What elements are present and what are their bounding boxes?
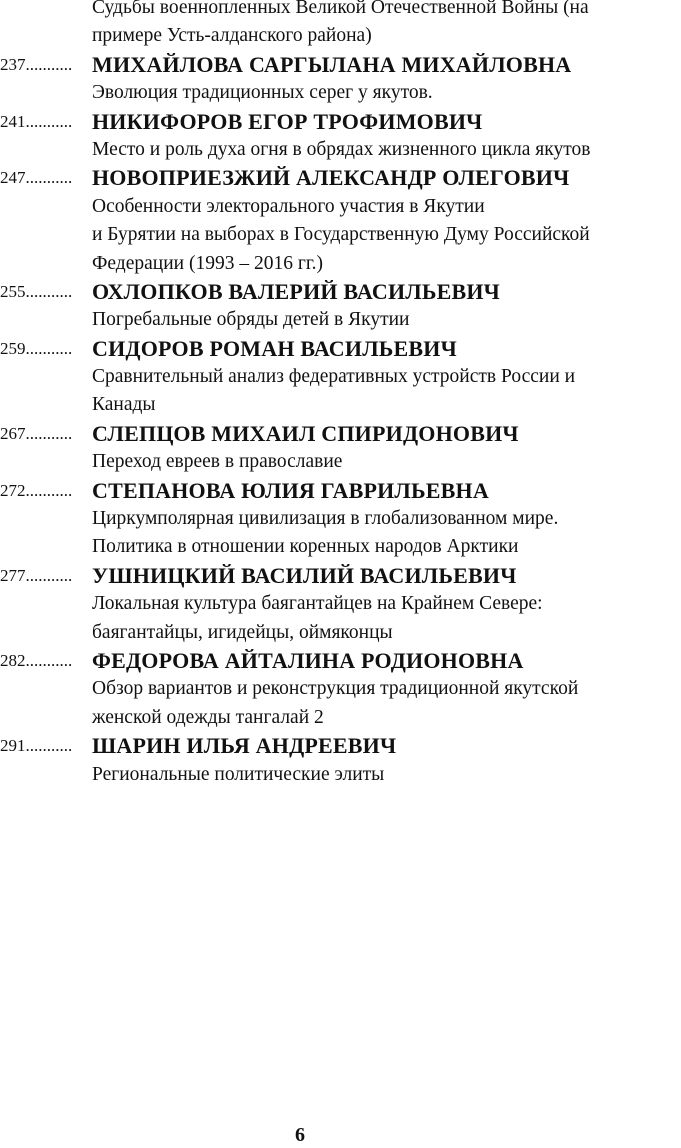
toc-article-title: Региональные политические элиты (92, 763, 385, 785)
toc-author-line (0, 477, 681, 505)
toc-author-name: ОХЛОПКОВ ВАЛЕРИЙ ВАСИЛЬЕВИЧ (92, 278, 501, 304)
toc-author-name: ШАРИН ИЛЬЯ АНДРЕЕВИЧ (92, 733, 397, 759)
toc-author-name: МИХАЙЛОВА САРГЫЛАНА МИХАЙЛОВНА (92, 51, 572, 77)
toc-author-name: СИДОРОВ РОМАН ВАСИЛЬЕВИЧ (92, 335, 457, 361)
toc-title-line (0, 250, 681, 278)
toc-author-name: ФЕДОРОВА АЙТАЛИНА РОДИОНОВНА (92, 647, 524, 673)
toc-author-line (0, 647, 681, 675)
toc-page-ref: 282........... (0, 650, 73, 670)
toc-page-ref: 255........... (0, 281, 73, 301)
toc-author-name: НОВОПРИЕЗЖИЙ АЛЕКСАНДР ОЛЕГОВИЧ (92, 165, 570, 191)
toc-author-name: УШНИЦКИЙ ВАСИЛИЙ ВАСИЛЬЕВИЧ (92, 562, 517, 588)
toc-title-line (0, 590, 681, 618)
toc-page-ref: 241........... (0, 111, 73, 131)
toc-page-ref: 247........... (0, 168, 73, 188)
toc-article-title: примере Усть-алданского района) (92, 25, 372, 47)
toc-article-title: Циркумполярная цивилизация в глобализованном мире. (92, 508, 559, 530)
toc-article-title: Канады (92, 394, 156, 416)
toc-page-ref: 272........... (0, 480, 73, 500)
toc-author-line (0, 732, 681, 760)
toc-article-title: Особенности электорального участия в Якутии (92, 195, 485, 217)
toc-page-ref: 237........... (0, 54, 73, 74)
toc-article-title: Сравнительный анализ федеративных устройств России и (92, 366, 576, 388)
toc-author-line (0, 164, 681, 192)
toc-title-line (0, 619, 681, 647)
toc-author-name: СЛЕПЦОВ МИХАИЛ СПИРИДОНОВИЧ (92, 420, 519, 446)
toc-page-ref: 291........... (0, 736, 73, 756)
toc-title-line (0, 193, 681, 221)
toc-title-line (0, 363, 681, 391)
toc-title-line (0, 391, 681, 419)
toc-title-line (0, 22, 681, 50)
toc-title-line (0, 0, 681, 22)
toc-article-title: Погребальные обряды детей в Якутии (92, 309, 410, 331)
toc-article-title: Федерации (1993 – 2016 гг.) (92, 252, 324, 274)
toc-title-line (0, 79, 681, 107)
toc-page-ref: 267........... (0, 423, 73, 443)
toc-title-line (0, 533, 681, 561)
toc-article-title: Политика в отношении коренных народов Арктики (92, 536, 519, 558)
page-number: 6 (295, 1124, 305, 1146)
toc-author-line (0, 51, 681, 79)
toc-article-title: баягантайцы, игидейцы, оймяконцы (92, 621, 393, 643)
toc-article-title: и Бурятии на выборах в Государственную Думу Российской (92, 224, 590, 246)
toc-author-line (0, 278, 681, 306)
toc-article-title: Локальная культура баягантайцев на Крайнем Севере: (92, 593, 543, 615)
toc-title-line (0, 704, 681, 732)
toc-article-title: Место и роль духа огня в обрядах жизненного цикла якутов (92, 138, 591, 160)
toc-article-title: Переход евреев в православие (92, 451, 343, 473)
toc-title-line (0, 221, 681, 249)
toc-title-line (0, 761, 681, 789)
toc-article-title: Эволюция традиционных серег у якутов. (92, 82, 433, 104)
toc-title-line (0, 675, 681, 703)
toc-article-title: женской одежды тангалай 2 (92, 706, 324, 728)
toc-title-line (0, 448, 681, 476)
toc-author-line (0, 420, 681, 448)
toc-page-ref: 259........... (0, 338, 73, 358)
toc-title-line (0, 136, 681, 164)
toc-article-title: Судьбы военнопленных Великой Отечественной Войны (на (92, 0, 589, 18)
toc-article-title: Обзор вариантов и реконструкция традиционной якутской (92, 678, 579, 700)
toc-title-line (0, 306, 681, 334)
toc-author-name: НИКИФОРОВ ЕГОР ТРОФИМОВИЧ (92, 108, 483, 134)
toc-title-line (0, 505, 681, 533)
toc-author-line (0, 108, 681, 136)
toc-author-name: СТЕПАНОВА ЮЛИЯ ГАВРИЛЬЕВНА (92, 477, 489, 503)
toc-author-line (0, 335, 681, 363)
toc-page-ref: 277........... (0, 565, 73, 585)
toc-author-line (0, 562, 681, 590)
